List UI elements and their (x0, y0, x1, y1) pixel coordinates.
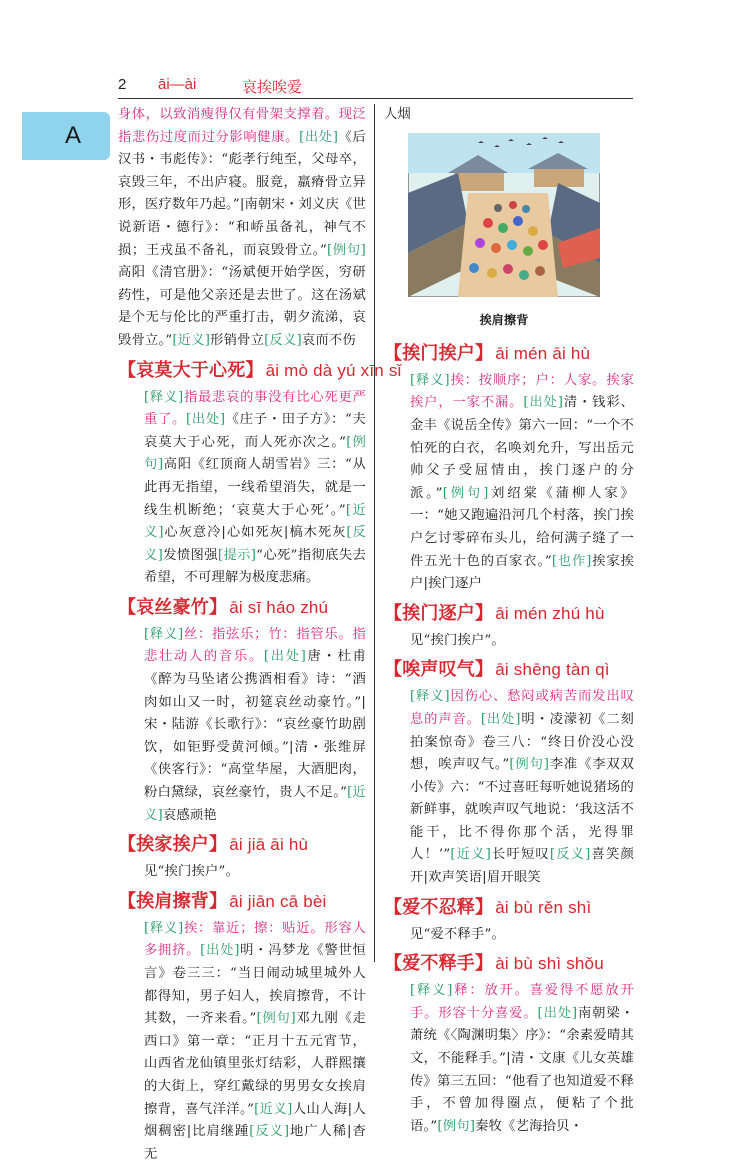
headword-chars: 【爱不释手】 (384, 953, 494, 975)
definition-text: 挨：按顺序；户：人家。挨家挨户，一家不漏。 (410, 372, 634, 411)
entry-body (118, 387, 366, 590)
label-synonym: [近义] (144, 502, 366, 541)
source-text: 唐・杜甫《醉为马坠诸公携酒相看》诗：“酒肉如山又一时，初筵哀丝动豪竹。”|宋・陆游《长歌行》：“哀丝豪竹助剧饮，如钜野受黄河倾。”|清・张维屏《侠客行》：“高堂华屋，大酒肥肉，粉白黛绿，哀丝豪竹，贵人不足。” (144, 649, 366, 801)
label-source: [出处] (480, 711, 521, 727)
crowded-street-illustration (408, 133, 600, 297)
label-antonym: [反义] (144, 525, 367, 563)
headword-pinyin: āi jiā āi hù (229, 835, 309, 855)
headword-chars: 【挨门挨户】 (384, 342, 494, 364)
entry-headword (384, 894, 634, 922)
entry-body (118, 624, 366, 827)
label-synonym: [近义] (144, 785, 366, 823)
entry-headword (384, 950, 634, 978)
entry-headword (384, 656, 634, 684)
label-example: [例句] (326, 242, 366, 258)
column-divider (374, 104, 375, 962)
entry-continuation (118, 104, 366, 353)
label-source: [出处] (200, 943, 240, 959)
definition-text: 身体，以致消瘦得仅有骨架支撑着。现泛指悲伤过度而过分影响健康。 (118, 107, 366, 145)
entry-see-also: 见“挨门挨户”。 (144, 864, 239, 880)
label-source: [出处] (299, 129, 339, 145)
pinyin-range: āi—ài (158, 76, 197, 93)
label-source: [出处] (537, 1005, 578, 1021)
headword-pinyin: āi shēng tàn qì (495, 660, 610, 680)
antonym-text: 地广人稀|杳无 (144, 1124, 366, 1162)
label-definition: [释义] (144, 920, 184, 936)
label-synonym: [近义] (254, 1101, 293, 1117)
label-synonym: [近义] (450, 847, 492, 863)
entry-body (118, 918, 366, 1166)
label-antonym: [反义] (264, 332, 302, 348)
entry-body (384, 686, 634, 889)
label-also: [也作] (551, 553, 592, 569)
example-text: 高阳《清官册》：“汤斌便开始学医，穷研药性，可是他父亲还是去世了。这在汤斌是个无与伦比的严重打击，朝夕流涕，哀毁骨立。” (118, 265, 366, 348)
definition-text: 指最悲哀的事没有比心死更严重了。 (144, 389, 366, 428)
synonym-text: 形销骨立 (210, 332, 265, 348)
label-source: [出处] (185, 412, 226, 428)
headword-chars: 【爱不忍释】 (384, 896, 494, 918)
source-text: 清・钱彩、金丰《说岳全传》第六一回：“一个不怕死的白衣，名唤刘允升，写出岳元帅父子受屈情由，挨门逐户的分派。” (410, 395, 634, 501)
right-column (384, 104, 634, 1138)
headword-pinyin: ài bù shì shǒu (495, 954, 604, 974)
entry-headword (118, 831, 366, 859)
example-text: 李准《李双双小传》六：“不过喜旺每听她说猪场的新鲜事，就唉声叹气地说：‘我这活不能干，比不得你那个活，光得罪人！’” (410, 757, 635, 863)
left-column (118, 104, 402, 1166)
label-tip: [提示] (217, 547, 257, 563)
label-definition: [释义] (410, 983, 453, 999)
antonym-text: 发愤图强 (163, 547, 218, 563)
header-characters: 哀挨唉爱 (242, 78, 303, 96)
example-text: 刘绍棠《蒲柳人家》一：“她又跑遍沿河几个村落，挨门挨户乞讨零碎布头儿，给何满子缝了一件五光十色的百家衣。” (410, 485, 634, 569)
entry-continuation: 人烟 (384, 107, 411, 122)
label-example: [例句] (144, 434, 366, 473)
synonym-text: 人山人海|人烟稠密|比肩继踵 (144, 1101, 366, 1140)
entry-see-also: 见“爱不释手”。 (410, 926, 505, 942)
antonym-text: 喜笑颜开|欢声笑语|眉开眼笑 (410, 847, 634, 886)
source-text: 明・凌濛初《二刻拍案惊奇》卷三八：“终日价没心没想，唉声叹气。” (410, 711, 634, 773)
illustration-caption: 挨肩擦背 (479, 313, 529, 328)
headword-chars: 【哀莫大于心死】 (118, 359, 264, 381)
label-source: [出处] (523, 395, 564, 411)
source-text: 《庄子・田子方》：“夫哀莫大于心死，而人死亦次之。” (144, 412, 366, 450)
source-text: 《后汉书・韦彪传》：“彪孝行纯至，父母卒，哀毁三年，不出庐寝。服竟，羸瘠骨立异形，医疗数年乃起。”|南朝宋・刘义庆《世说新语・德行》：“和峤虽备礼，神气不损；王戎虽不备礼，而哀毁骨立。” (118, 129, 366, 258)
label-example: [例句] (442, 485, 489, 501)
headword-chars: 【挨家挨户】 (118, 834, 228, 856)
headword-pinyin: āi sī háo zhú (229, 597, 329, 617)
antonym-text: 哀而不伤 (301, 332, 356, 348)
definition-text: 因伤心、愁闷或病苦而发出叹息的声音。 (410, 689, 634, 727)
example-text: 邓九刚《走西口》第一章：“正月十五元宵节，山西省龙仙镇里张灯结彩，人群熙攘的大街上，穿红戴绿的男男女女挨肩擦背，喜气洋洋。” (144, 1011, 367, 1117)
example-text: 高阳《红顶商人胡雪岩》三：“从此再无指望，一线希望消失，就是一线生机断绝；‘哀莫大于心死’。” (144, 457, 366, 518)
definition-text: 丝：指弦乐；竹：指管乐。指悲壮动人的音乐。 (144, 626, 366, 665)
synonym-text: 心灰意冷|心如死灰|槁木死灰 (163, 525, 347, 541)
headword-chars: 【挨门逐户】 (384, 602, 494, 624)
entry-body (384, 980, 634, 1138)
headword-chars: 【唉声叹气】 (384, 659, 494, 681)
definition-text: 挨：靠近；擦：贴近。形容人多拥挤。 (144, 920, 366, 959)
entry-headword (118, 888, 366, 916)
headword-pinyin: āi mén zhú hù (495, 603, 605, 623)
page-number: 2 (118, 76, 127, 93)
label-example: [例句] (437, 1118, 476, 1134)
synonym-text: 哀感顽艳 (162, 807, 217, 823)
label-definition: [释义] (410, 689, 450, 705)
section-letter: A (65, 122, 82, 149)
page-header (118, 70, 638, 100)
headword-pinyin: āi mò dà yú xīn sǐ (265, 360, 402, 380)
entry-headword (384, 600, 634, 628)
label-source: [出处] (263, 649, 307, 665)
entry-body (384, 370, 634, 596)
label-antonym: [反义] (249, 1124, 290, 1140)
entry-see-also: 见“挨门挨户”。 (410, 632, 505, 648)
headword-pinyin: ài bù rěn shì (495, 897, 592, 917)
headword-chars: 【挨肩擦背】 (118, 890, 228, 912)
label-definition: [释义] (410, 372, 450, 388)
headword-pinyin: āi mén āi hù (495, 343, 591, 363)
header-rule (118, 98, 633, 99)
entry-headword (384, 340, 634, 368)
section-tab[interactable] (22, 112, 110, 160)
label-definition: [释义] (144, 626, 184, 642)
entry-headword (118, 357, 402, 385)
label-antonym: [反义] (549, 847, 591, 863)
source-text: 明・冯梦龙《警世恒言》卷三三：“当日闹动城里城外人都得知，男子妇人，挨肩擦背，不计其数，一齐来看。” (144, 943, 366, 1027)
synonym-text: 长吁短叹 (491, 847, 550, 863)
entry-headword (118, 594, 366, 622)
label-example: [例句] (509, 757, 550, 773)
label-synonym: [近义] (172, 332, 211, 348)
source-text: 南朝梁・萧统《〈陶渊明集〉序》：“余素爱晴其文，不能释手。”|清・文康《儿女英雄传》第三五回：“他看了也知道爱不释手，不曾加得圈点，便粘了个批语。” (410, 1005, 634, 1134)
headword-pinyin: āi jiān cā bèi (229, 891, 327, 911)
definition-text: 释：放开。喜爱得不愿放开手。形容十分喜爱。 (410, 983, 634, 1021)
headword-chars: 【哀丝豪竹】 (118, 596, 228, 618)
example-text: 秦牧《艺海拾贝・ (475, 1118, 584, 1134)
also-text: 挨家挨户|挨门逐户 (410, 553, 634, 592)
tip-text: “心死”指彻底失去希望，不可理解为极度悲痛。 (144, 547, 366, 586)
label-example: [例句] (256, 1011, 296, 1027)
label-definition: [释义] (144, 389, 184, 405)
